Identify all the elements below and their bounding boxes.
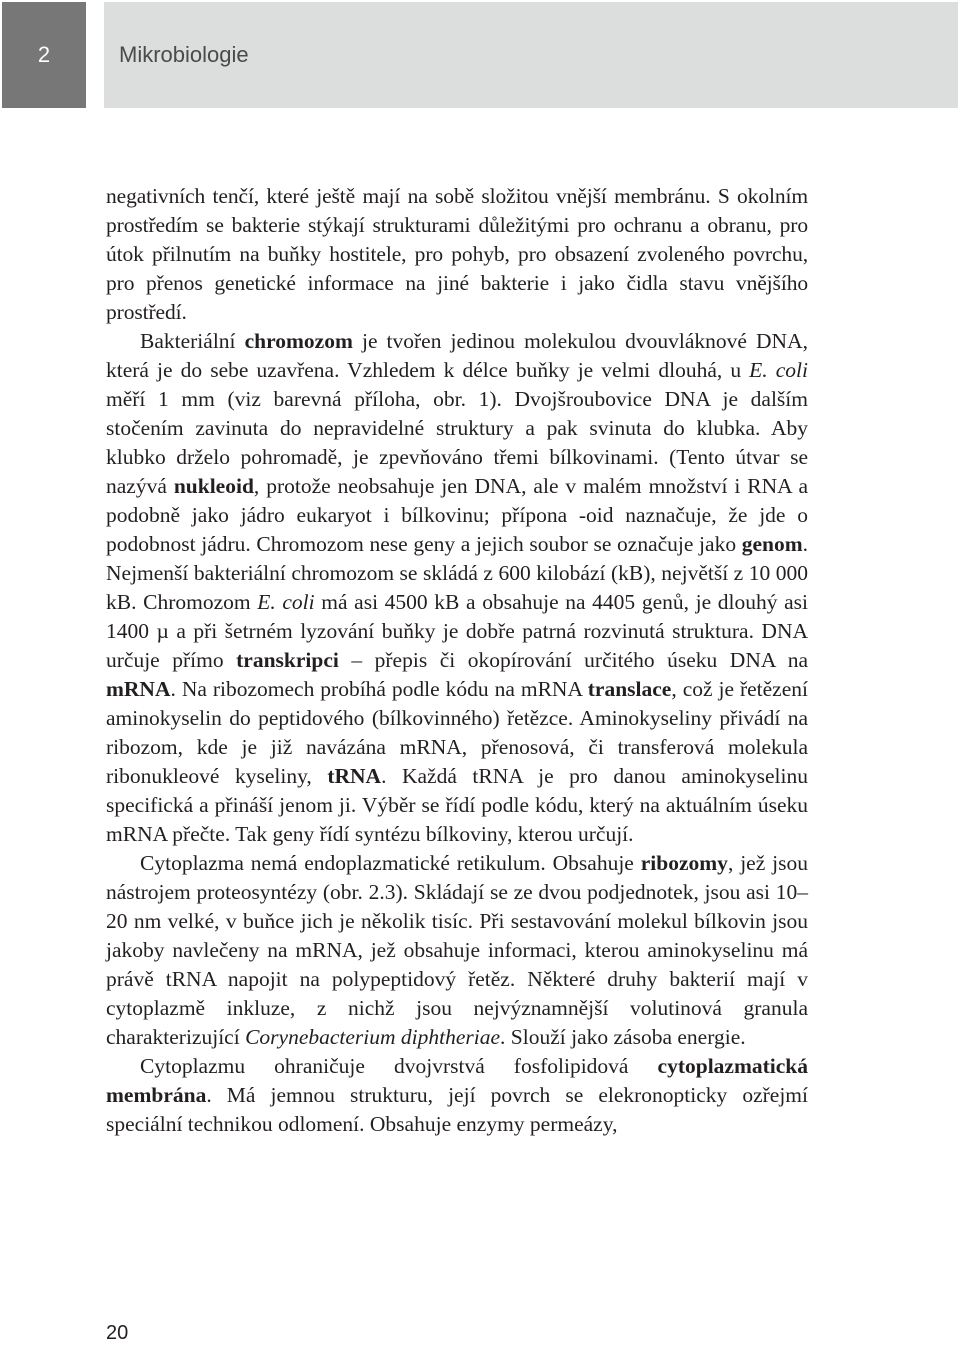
text-run: Bakteriální (140, 329, 245, 353)
paragraph-1 (106, 182, 808, 327)
text-run: , jež jsou nástrojem proteosyntézy (obr. 2.3). Skládají se ze dvou podjednotek, jsou asi 10–20 nm velké, v buňce jich je několik tisíc. Při sestavování molekul bílkovin jsou jakoby navlečeny na mRNA, jež obsahuje informaci, kterou aminokyselinu má právě tRNA napojit na polypeptidový řetěz. Některé druhy bakterií mají v cytoplazmě inkluze, z nichž jsou nejvýznamnější volutinová granula charakterizující (106, 851, 808, 1049)
italic-term: E. coli (257, 590, 315, 614)
bold-term: genom (741, 532, 803, 556)
paragraph-3 (106, 849, 808, 1052)
text-run: , což je řetězení aminokyselin do peptidového (bílkovinného) řetězce. Aminokyseliny přivádí na ribozom, kde je již navázána mRNA, přenosová, či transferová molekula ribonukleové kyseliny, (106, 677, 808, 788)
chapter-number: 2 (37, 42, 51, 67)
text-run: . Každá tRNA je pro danou aminokyselinu specifická a přináší jenom ji. Výběr se řídí podle kódu, který na aktuálním úseku mRNA přečte. Tak geny řídí syntézu bílkoviny, kterou určují. (106, 764, 808, 846)
text-run: . Slouží jako zásoba energie. (500, 1025, 746, 1049)
text-run: , protože neobsahuje jen DNA, ale v malém množství i RNA a podobně jako jádro eukaryot i bílkovinu; přípona -oid naznačuje, že jde o podobnost jádru. Chromozom nese geny a jejich soubor se označuje jako (106, 474, 808, 556)
bold-term: translace (587, 677, 672, 701)
bold-term: cytoplazmatická membrána (106, 1054, 808, 1107)
bold-term: ribozomy (640, 851, 728, 875)
body-text (106, 182, 808, 1139)
chapter-title: Mikrobiologie (119, 42, 249, 67)
text-run: negativních tenčí, které ještě mají na sobě složitou vnější membránu. S okolním prostředím se bakterie stýkají strukturami důležitými pro ochranu a obranu, pro útok přilnutím na buňky hostitele, pro pohyb, pro obsazení zvoleného povrchu, pro přenos genetické informace na jiné bakterie i jako čidla stavu vnějšího prostředí. (106, 184, 808, 324)
bold-term: tRNA (327, 764, 382, 788)
bold-term: nukleoid (173, 474, 254, 498)
text-run: Cytoplazma nemá endoplazmatické retikulum. Obsahuje (140, 851, 641, 875)
text-run: je tvořen jedinou molekulou dvouvláknové DNA, která je do sebe uzavřena. Vzhledem k délce buňky je velmi dlouhá, u (106, 329, 808, 382)
text-run: . Na ribozomech probíhá podle kódu na mRNA (170, 677, 588, 701)
text-run: má asi 4500 kB a obsahuje na 4405 genů, je dlouhý asi 1400 µ a při šetrném lyzování buňky je dobře patrná rozvinutá struktura. DNA určuje přímo (106, 590, 809, 672)
text-run: . Nejmenší bakteriální chromozom se skládá z 600 kilobází (kB), největší z 10 000 kB. Chromozom (106, 532, 808, 614)
text-run: – přepis či okopírování určitého úseku DNA na (338, 648, 809, 672)
paragraph-2 (106, 327, 808, 849)
running-header (104, 2, 958, 108)
bold-term: transkripci (236, 648, 339, 672)
bold-term: chromozom (244, 329, 353, 353)
text-run: . Má jemnou strukturu, její povrch se elekronopticky ozřejmí speciální technikou odlomení. Obsahuje enzymy permeázy, (106, 1083, 808, 1136)
bold-term: mRNA (106, 677, 171, 701)
text-run: měří 1 mm (viz barevná příloha, obr. 1). Dvojšroubovice DNA je dalším stočením zavinuta do nepravidelné struktury a pak svinuta do klubka. Aby klubko drželo pohromadě, je zpevňováno třemi bílkovinami. (Tento útvar se nazývá (106, 387, 808, 498)
paragraph-4 (106, 1052, 808, 1139)
italic-term: Corynebacterium diphtheriae (245, 1025, 501, 1049)
chapter-number-box (2, 2, 86, 108)
text-run: Cytoplazmu ohraničuje dvojvrstvá fosfolipidová (140, 1054, 658, 1078)
italic-term: E. coli (749, 358, 809, 382)
page-number: 20 (106, 1322, 129, 1344)
